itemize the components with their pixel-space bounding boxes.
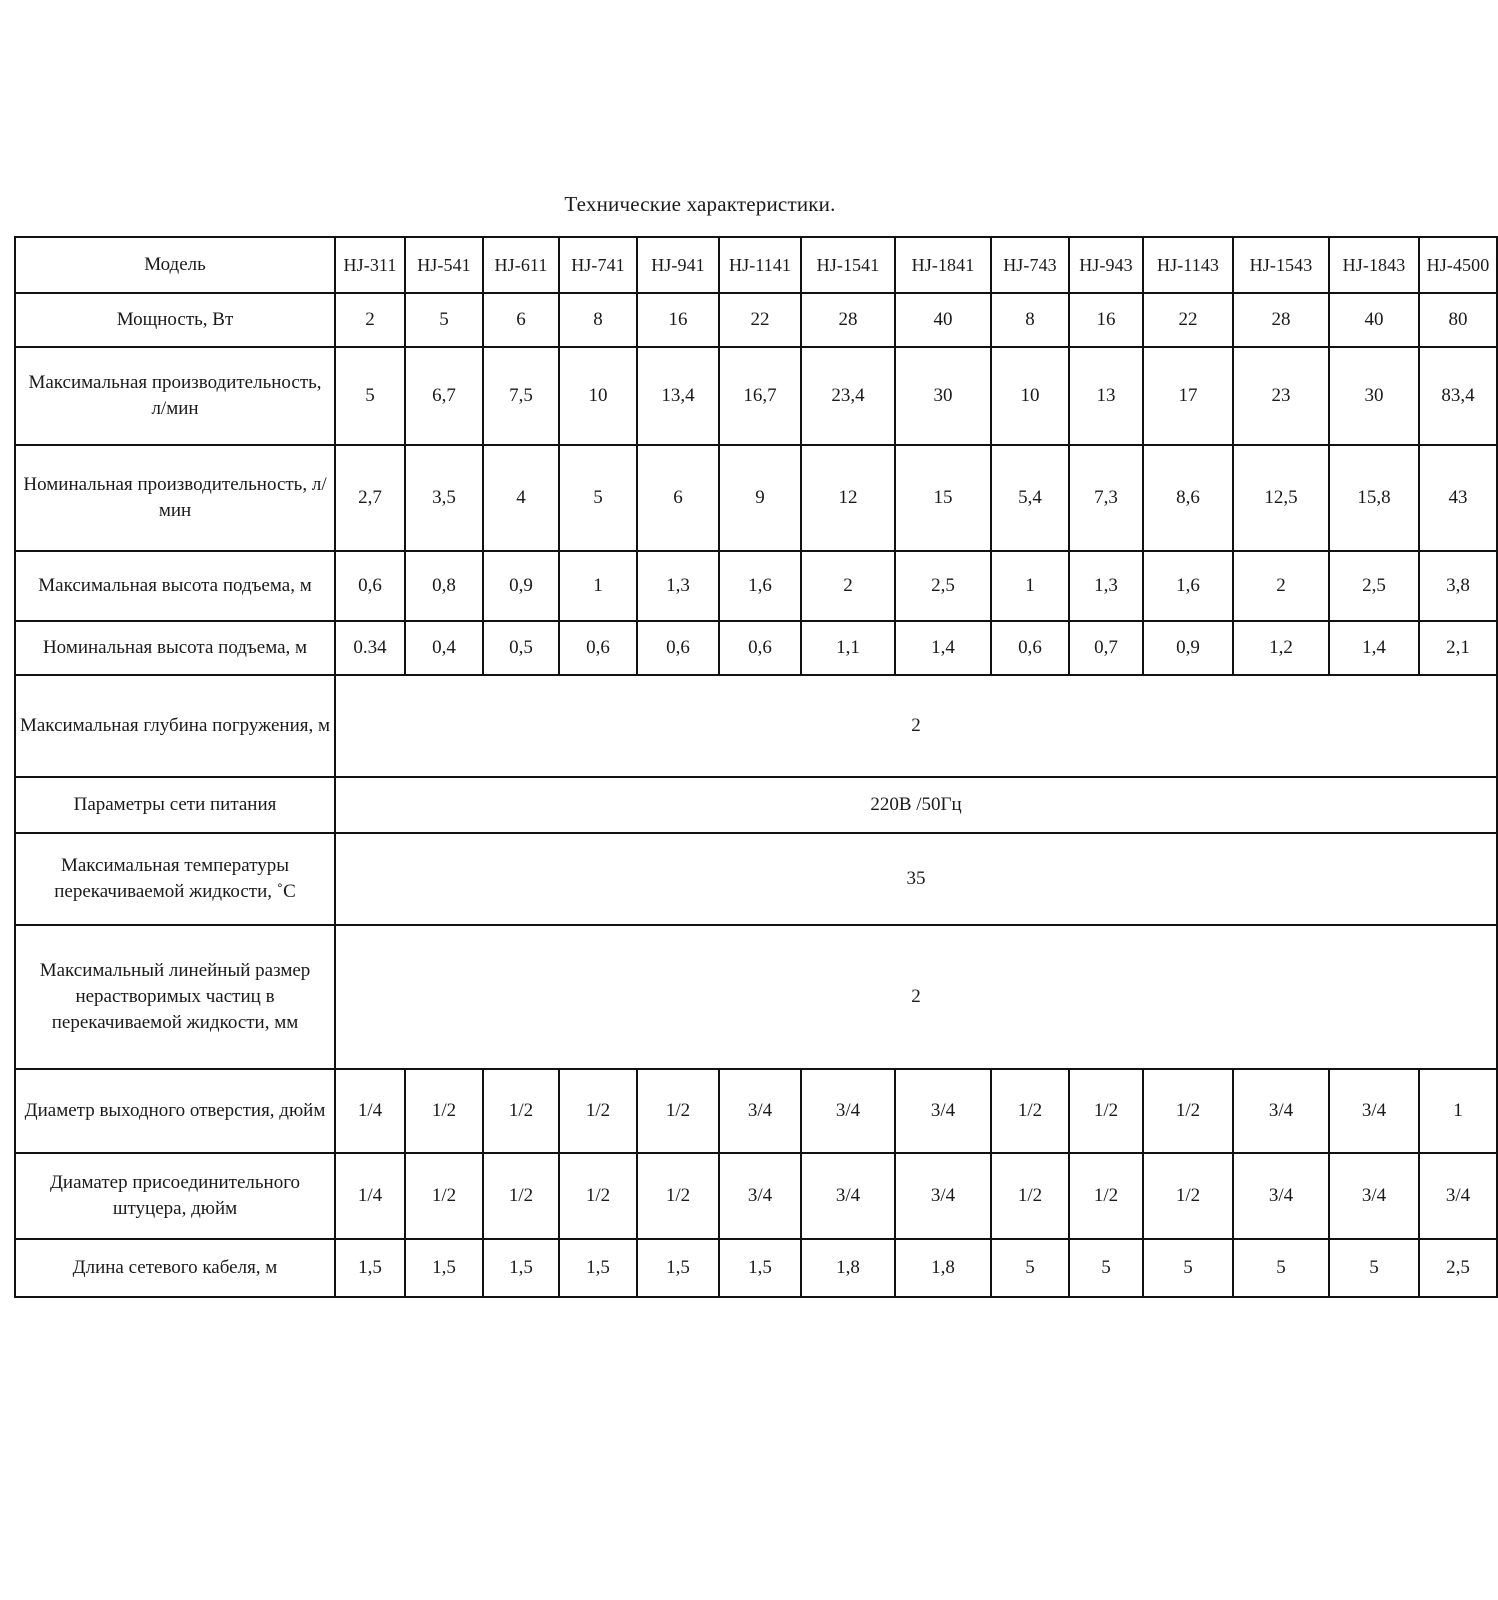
cell-max-lift-9: 1,3 <box>1069 551 1143 621</box>
model-header-0: HJ-311 <box>335 237 405 293</box>
model-header-8: HJ-743 <box>991 237 1069 293</box>
cell-outlet-diameter-5: 3/4 <box>719 1069 801 1153</box>
table-row <box>15 675 1497 777</box>
cell-max-capacity-10: 17 <box>1143 347 1233 445</box>
cell-nominal-capacity-1: 3,5 <box>405 445 483 551</box>
cell-power-10: 22 <box>1143 293 1233 347</box>
row-label-max-depth: Максимальная глубина погружения, м <box>15 675 335 777</box>
cell-outlet-diameter-13: 1 <box>1419 1069 1497 1153</box>
model-header-7: HJ-1841 <box>895 237 991 293</box>
spec-table-container <box>14 236 1490 1298</box>
row-label-max-particle-size: Максимальный линейный размер нерастворимых частиц в перекачиваемой жидкости, мм <box>15 925 335 1069</box>
model-header-4: HJ-941 <box>637 237 719 293</box>
cell-max-capacity-6: 23,4 <box>801 347 895 445</box>
cell-power-0: 2 <box>335 293 405 347</box>
cell-cable-length-4: 1,5 <box>637 1239 719 1297</box>
cell-nominal-lift-1: 0,4 <box>405 621 483 675</box>
cell-nominal-lift-5: 0,6 <box>719 621 801 675</box>
cell-max-lift-7: 2,5 <box>895 551 991 621</box>
cell-outlet-diameter-4: 1/2 <box>637 1069 719 1153</box>
cell-fitting-diameter-7: 3/4 <box>895 1153 991 1239</box>
table-row <box>15 293 1497 347</box>
cell-max-particle-size-all: 2 <box>335 925 1497 1069</box>
cell-cable-length-5: 1,5 <box>719 1239 801 1297</box>
cell-nominal-lift-6: 1,1 <box>801 621 895 675</box>
cell-max-lift-8: 1 <box>991 551 1069 621</box>
cell-max-capacity-9: 13 <box>1069 347 1143 445</box>
cell-max-lift-12: 2,5 <box>1329 551 1419 621</box>
cell-cable-length-7: 1,8 <box>895 1239 991 1297</box>
cell-fitting-diameter-12: 3/4 <box>1329 1153 1419 1239</box>
table-row <box>15 777 1497 833</box>
cell-outlet-diameter-12: 3/4 <box>1329 1069 1419 1153</box>
model-header-11: HJ-1543 <box>1233 237 1329 293</box>
cell-outlet-diameter-1: 1/2 <box>405 1069 483 1153</box>
cell-power-12: 40 <box>1329 293 1419 347</box>
cell-max-capacity-13: 83,4 <box>1419 347 1497 445</box>
cell-max-capacity-2: 7,5 <box>483 347 559 445</box>
model-header-6: HJ-1541 <box>801 237 895 293</box>
cell-cable-length-10: 5 <box>1143 1239 1233 1297</box>
cell-max-capacity-5: 16,7 <box>719 347 801 445</box>
row-header-model: Модель <box>15 237 335 293</box>
table-row <box>15 347 1497 445</box>
model-header-1: HJ-541 <box>405 237 483 293</box>
cell-outlet-diameter-11: 3/4 <box>1233 1069 1329 1153</box>
table-row <box>15 621 1497 675</box>
cell-power-3: 8 <box>559 293 637 347</box>
row-label-outlet-diameter: Диаметр выходного отверстия, дюйм <box>15 1069 335 1153</box>
cell-nominal-capacity-3: 5 <box>559 445 637 551</box>
cell-nominal-lift-10: 0,9 <box>1143 621 1233 675</box>
cell-power-6: 28 <box>801 293 895 347</box>
cell-max-lift-2: 0,9 <box>483 551 559 621</box>
table-row <box>15 1239 1497 1297</box>
cell-fitting-diameter-9: 1/2 <box>1069 1153 1143 1239</box>
cell-max-capacity-0: 5 <box>335 347 405 445</box>
cell-max-temperature-all: 35 <box>335 833 1497 925</box>
row-label-max-capacity: Максимальная производительность, л/мин <box>15 347 335 445</box>
cell-fitting-diameter-13: 3/4 <box>1419 1153 1497 1239</box>
model-header-12: HJ-1843 <box>1329 237 1419 293</box>
model-header-9: HJ-943 <box>1069 237 1143 293</box>
cell-power-5: 22 <box>719 293 801 347</box>
cell-nominal-capacity-8: 5,4 <box>991 445 1069 551</box>
cell-max-capacity-12: 30 <box>1329 347 1419 445</box>
cell-cable-length-13: 2,5 <box>1419 1239 1497 1297</box>
cell-max-lift-4: 1,3 <box>637 551 719 621</box>
cell-fitting-diameter-6: 3/4 <box>801 1153 895 1239</box>
cell-nominal-lift-8: 0,6 <box>991 621 1069 675</box>
cell-nominal-capacity-2: 4 <box>483 445 559 551</box>
cell-max-lift-5: 1,6 <box>719 551 801 621</box>
cell-cable-length-11: 5 <box>1233 1239 1329 1297</box>
cell-nominal-capacity-0: 2,7 <box>335 445 405 551</box>
cell-max-lift-11: 2 <box>1233 551 1329 621</box>
cell-fitting-diameter-4: 1/2 <box>637 1153 719 1239</box>
cell-nominal-lift-11: 1,2 <box>1233 621 1329 675</box>
cell-nominal-lift-4: 0,6 <box>637 621 719 675</box>
cell-power-7: 40 <box>895 293 991 347</box>
table-header-row <box>15 237 1497 293</box>
cell-outlet-diameter-0: 1/4 <box>335 1069 405 1153</box>
cell-cable-length-1: 1,5 <box>405 1239 483 1297</box>
cell-nominal-capacity-5: 9 <box>719 445 801 551</box>
model-header-10: HJ-1143 <box>1143 237 1233 293</box>
cell-max-capacity-1: 6,7 <box>405 347 483 445</box>
table-row <box>15 1153 1497 1239</box>
cell-outlet-diameter-9: 1/2 <box>1069 1069 1143 1153</box>
cell-nominal-lift-7: 1,4 <box>895 621 991 675</box>
cell-cable-length-6: 1,8 <box>801 1239 895 1297</box>
cell-cable-length-9: 5 <box>1069 1239 1143 1297</box>
cell-outlet-diameter-6: 3/4 <box>801 1069 895 1153</box>
cell-max-lift-1: 0,8 <box>405 551 483 621</box>
cell-nominal-capacity-11: 12,5 <box>1233 445 1329 551</box>
cell-max-capacity-11: 23 <box>1233 347 1329 445</box>
cell-nominal-lift-9: 0,7 <box>1069 621 1143 675</box>
cell-nominal-capacity-12: 15,8 <box>1329 445 1419 551</box>
cell-nominal-lift-3: 0,6 <box>559 621 637 675</box>
cell-fitting-diameter-10: 1/2 <box>1143 1153 1233 1239</box>
row-label-max-lift: Максимальная высота подъема, м <box>15 551 335 621</box>
cell-fitting-diameter-11: 3/4 <box>1233 1153 1329 1239</box>
table-row <box>15 925 1497 1069</box>
cell-cable-length-2: 1,5 <box>483 1239 559 1297</box>
cell-nominal-capacity-4: 6 <box>637 445 719 551</box>
cell-outlet-diameter-7: 3/4 <box>895 1069 991 1153</box>
row-label-max-temperature: Максимальная температуры перекачиваемой жидкости, ˚С <box>15 833 335 925</box>
cell-nominal-capacity-13: 43 <box>1419 445 1497 551</box>
cell-nominal-capacity-9: 7,3 <box>1069 445 1143 551</box>
cell-nominal-lift-13: 2,1 <box>1419 621 1497 675</box>
cell-nominal-capacity-7: 15 <box>895 445 991 551</box>
cell-max-lift-10: 1,6 <box>1143 551 1233 621</box>
cell-fitting-diameter-8: 1/2 <box>991 1153 1069 1239</box>
cell-nominal-capacity-10: 8,6 <box>1143 445 1233 551</box>
specifications-table <box>14 236 1498 1298</box>
cell-fitting-diameter-1: 1/2 <box>405 1153 483 1239</box>
cell-fitting-diameter-3: 1/2 <box>559 1153 637 1239</box>
cell-max-capacity-8: 10 <box>991 347 1069 445</box>
table-row <box>15 445 1497 551</box>
cell-fitting-diameter-2: 1/2 <box>483 1153 559 1239</box>
cell-max-depth-all: 2 <box>335 675 1497 777</box>
cell-max-capacity-3: 10 <box>559 347 637 445</box>
cell-power-2: 6 <box>483 293 559 347</box>
cell-nominal-capacity-6: 12 <box>801 445 895 551</box>
model-header-3: HJ-741 <box>559 237 637 293</box>
cell-nominal-lift-12: 1,4 <box>1329 621 1419 675</box>
model-header-13: HJ-4500 <box>1419 237 1497 293</box>
cell-outlet-diameter-3: 1/2 <box>559 1069 637 1153</box>
cell-max-capacity-7: 30 <box>895 347 991 445</box>
row-label-mains: Параметры сети питания <box>15 777 335 833</box>
cell-max-capacity-4: 13,4 <box>637 347 719 445</box>
cell-power-1: 5 <box>405 293 483 347</box>
row-label-cable-length: Длина сетевого кабеля, м <box>15 1239 335 1297</box>
cell-fitting-diameter-5: 3/4 <box>719 1153 801 1239</box>
cell-nominal-lift-2: 0,5 <box>483 621 559 675</box>
cell-outlet-diameter-2: 1/2 <box>483 1069 559 1153</box>
cell-mains-all: 220В /50Гц <box>335 777 1497 833</box>
cell-power-9: 16 <box>1069 293 1143 347</box>
cell-max-lift-3: 1 <box>559 551 637 621</box>
table-row <box>15 833 1497 925</box>
model-header-5: HJ-1141 <box>719 237 801 293</box>
cell-outlet-diameter-10: 1/2 <box>1143 1069 1233 1153</box>
cell-max-lift-13: 3,8 <box>1419 551 1497 621</box>
cell-power-11: 28 <box>1233 293 1329 347</box>
model-header-2: HJ-611 <box>483 237 559 293</box>
cell-power-13: 80 <box>1419 293 1497 347</box>
table-caption: Технические характеристики. <box>564 192 836 216</box>
cell-fitting-diameter-0: 1/4 <box>335 1153 405 1239</box>
cell-power-4: 16 <box>637 293 719 347</box>
cell-nominal-lift-0: 0.34 <box>335 621 405 675</box>
row-label-nominal-lift: Номинальная высота подъема, м <box>15 621 335 675</box>
cell-outlet-diameter-8: 1/2 <box>991 1069 1069 1153</box>
row-label-fitting-diameter: Диаматер присоединительного штуцера, дюйм <box>15 1153 335 1239</box>
table-row <box>15 551 1497 621</box>
cell-max-lift-6: 2 <box>801 551 895 621</box>
row-label-nominal-capacity: Номинальная производительность, л/мин <box>15 445 335 551</box>
cell-cable-length-3: 1,5 <box>559 1239 637 1297</box>
cell-cable-length-0: 1,5 <box>335 1239 405 1297</box>
cell-power-8: 8 <box>991 293 1069 347</box>
row-label-power: Мощность, Вт <box>15 293 335 347</box>
table-row <box>15 1069 1497 1153</box>
cell-cable-length-8: 5 <box>991 1239 1069 1297</box>
cell-max-lift-0: 0,6 <box>335 551 405 621</box>
cell-cable-length-12: 5 <box>1329 1239 1419 1297</box>
